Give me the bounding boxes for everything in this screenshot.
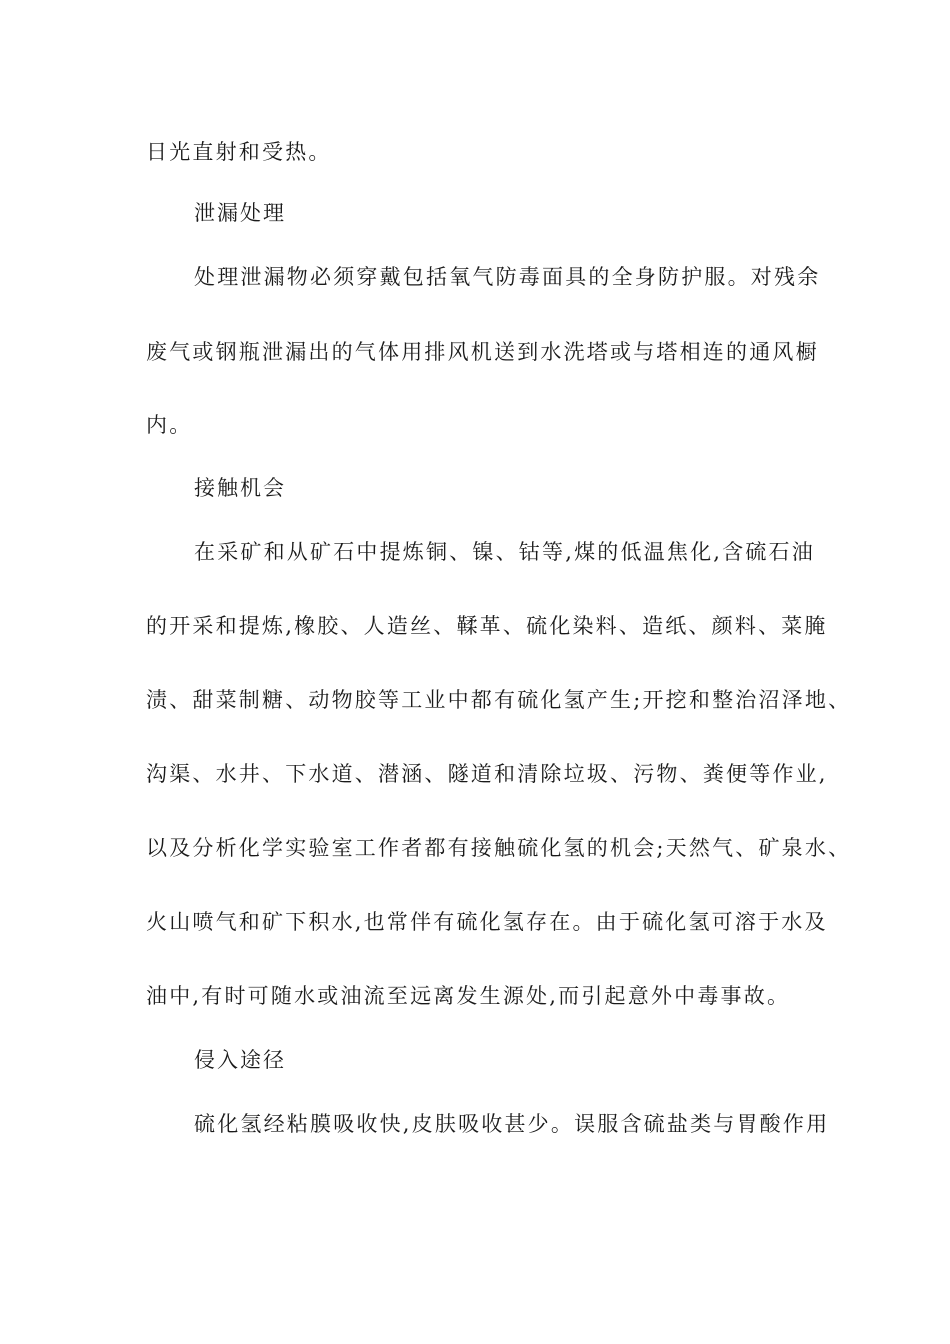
- paragraph-line: 废气或钢瓶泄漏出的气体用排风机送到水洗塔或与塔相连的通风橱: [146, 340, 819, 364]
- paragraph-line: 硫化氢经粘膜吸收快,皮肤吸收甚少。误服含硫盐类与胃酸作用: [194, 1112, 830, 1136]
- paragraph-line: 火山喷气和矿下积水,也常伴有硫化氢存在。由于硫化氢可溶于水及: [146, 910, 828, 934]
- section-heading-leak-handling: 泄漏处理: [194, 201, 286, 225]
- paragraph-line: 的开采和提炼,橡胶、人造丝、鞣革、硫化染料、造纸、颜料、菜腌: [146, 614, 828, 638]
- paragraph-line: 在采矿和从矿石中提炼铜、镍、钴等,煤的低温焦化,含硫石油: [194, 540, 815, 564]
- paragraph-line: 以及分析化学实验室工作者都有接触硫化氢的机会;天然气、矿泉水、: [146, 836, 852, 860]
- paragraph-line: 日光直射和受热。: [146, 140, 332, 164]
- section-heading-entry-route: 侵入途径: [194, 1048, 286, 1072]
- section-heading-exposure: 接触机会: [194, 476, 286, 500]
- paragraph-line: 处理泄漏物必须穿戴包括氧气防毒面具的全身防护服。对残余: [194, 265, 821, 289]
- paragraph-line: 渍、甜菜制糖、动物胶等工业中都有硫化氢产生;开挖和整治沼泽地、: [146, 688, 852, 712]
- paragraph-line: 内。: [146, 413, 193, 437]
- paragraph-line: 沟渠、水井、下水道、潜涵、隧道和清除垃圾、污物、粪便等作业,: [146, 762, 828, 786]
- paragraph-line: 油中,有时可随水或油流至远离发生源处,而引起意外中毒事故。: [146, 984, 791, 1008]
